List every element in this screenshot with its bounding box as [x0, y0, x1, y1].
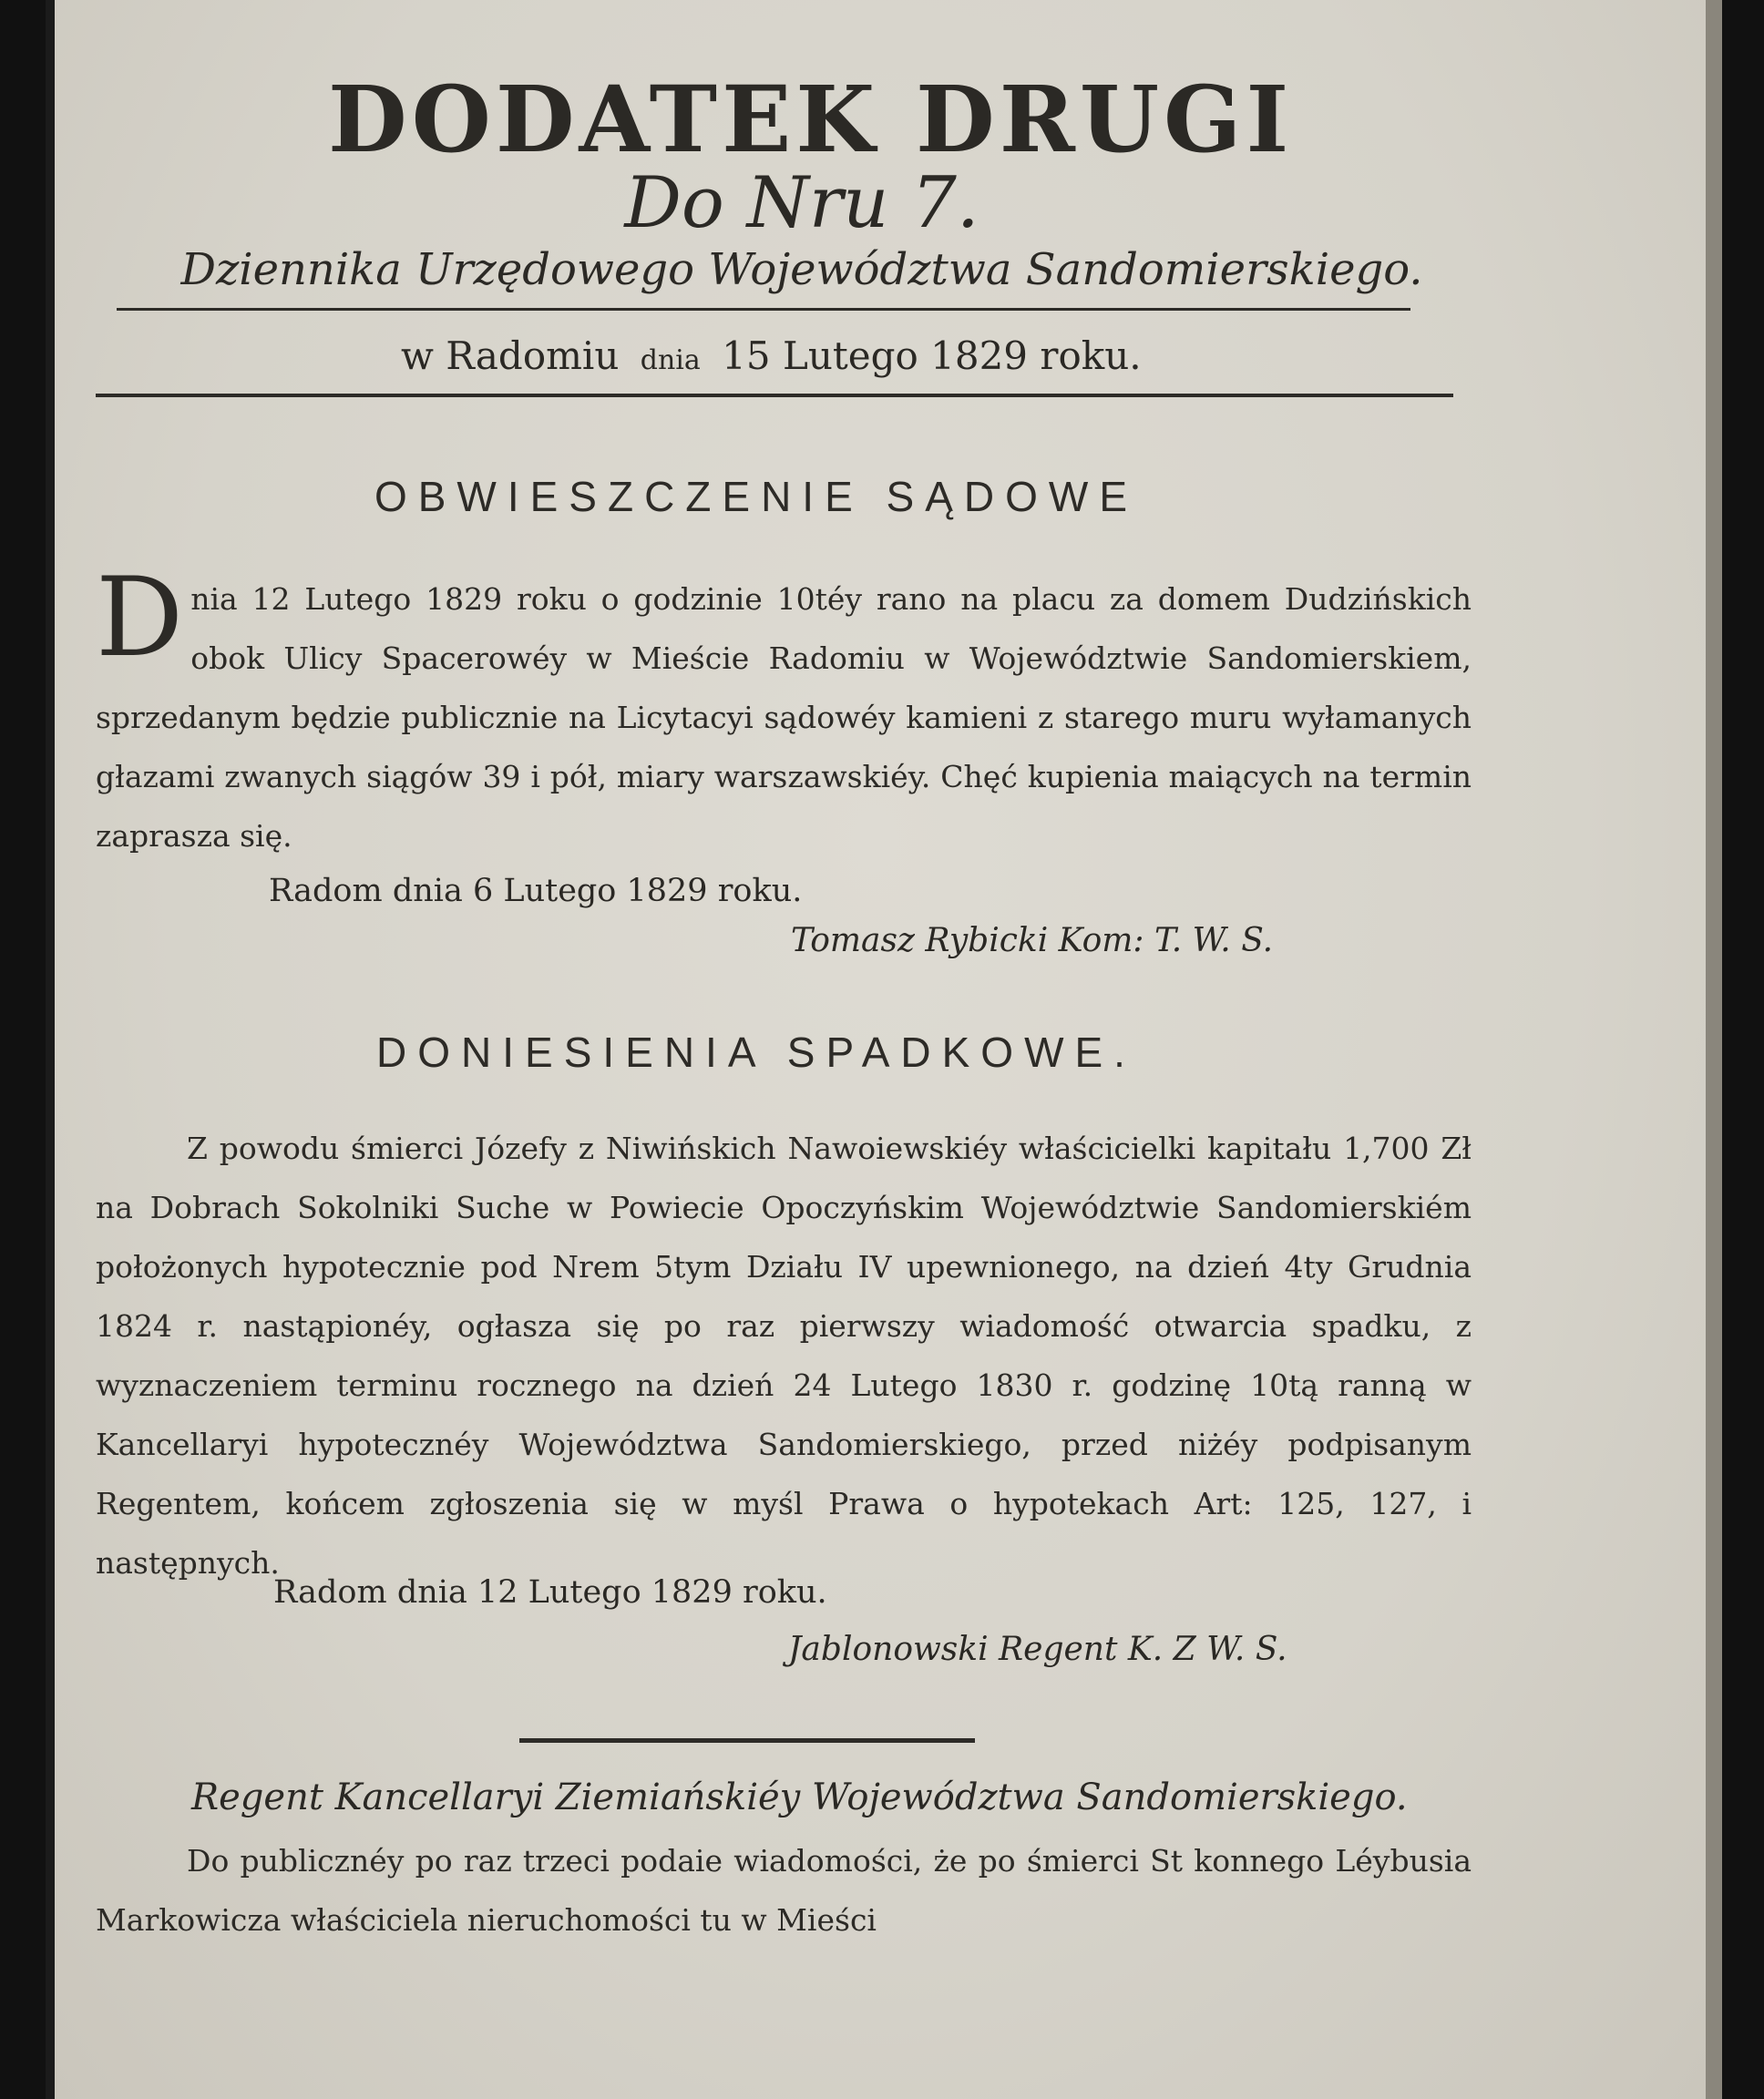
- page-spine-shadow: [46, 0, 55, 2099]
- issue-date: 15 Lutego 1829 roku.: [722, 333, 1142, 378]
- place-date-line: [401, 333, 1221, 378]
- inheritance-heading: DONIESIENIA SPADKOWE.: [376, 1029, 1136, 1076]
- inheritance-signature: Jablonowski Regent K. Z W. S.: [788, 1631, 1287, 1668]
- place-prefix: w Radomiu: [401, 333, 620, 378]
- inheritance-body: [96, 1119, 1472, 1592]
- section-divider: [519, 1738, 975, 1743]
- court-notice-heading: OBWIESZCZENIE SĄDOWE: [374, 473, 1139, 520]
- document-page: [46, 0, 1722, 2099]
- regent-text: Do publicznéy po raz trzeci podaie wiadomości, że po śmierci St konnego Léybusia Markowicza właściciela nieruchomości tu w Mieści: [96, 1843, 1472, 1938]
- drop-cap: D: [96, 555, 184, 681]
- regent-heading: Regent Kancellaryi Ziemiańskiéy Województwa Sandomierskiego.: [191, 1776, 1408, 1818]
- issue-number: Do Nru 7.: [624, 162, 979, 244]
- inheritance-date: Radom dnia 12 Lutego 1829 roku.: [273, 1574, 827, 1611]
- court-notice-body: [96, 555, 1472, 865]
- journal-name: Dziennika Urzędowego Województwa Sandomierskiego.: [180, 244, 1423, 295]
- header-rule-bottom: [96, 394, 1453, 397]
- court-notice-signature: Tomasz Rybicki Kom: T. W. S.: [791, 922, 1274, 959]
- header-rule-top: [117, 308, 1410, 311]
- regent-body: [96, 1831, 1472, 1950]
- place-mark: dnia: [640, 344, 701, 376]
- inheritance-text: Z powodu śmierci Józefy z Niwińskich Nawoiewskiéy właścicielki kapitału 1,700 Zł na Dobrach Sokolniki Suche w Powiecie Opoczyńskim Województwie Sandomierskiém położonych hypotecznie pod Nrem 5tym Działu IV upewnionego, na dzień 4ty Grudnia 1824 r. nastąpionéy, ogłasza się po raz pierwszy wiadomość otwarcia spadku, z wyznaczeniem terminu rocznego na dzień 24 Lutego 1830 r. godzinę 10tą ranną w Kancellaryi hypotecznéy Województwa Sandomierskiego, przed niżéy podpisanym Regentem, końcem zgłoszenia się w myśl Prawa o hypotekach Art: 125, 127, i następnych.: [96, 1131, 1472, 1581]
- court-notice-date: Radom dnia 6 Lutego 1829 roku.: [269, 873, 803, 909]
- supplement-title: DODATEK DRUGI: [328, 66, 1294, 173]
- court-notice-text: nia 12 Lutego 1829 roku o godzinie 10téy rano na placu za domem Dudzińskich obok Ulicy Spacerowéy w Mieście Radomiu w Województwie Sandomierskiem, sprzedanym będzie publicznie na Licytacyi sądowéy kamieni z starego muru wyłamanych głazami zwanych siągów 39 i pół, miary warszawskiéy. Chęć kupienia maiących na termin zaprasza się.: [96, 581, 1472, 854]
